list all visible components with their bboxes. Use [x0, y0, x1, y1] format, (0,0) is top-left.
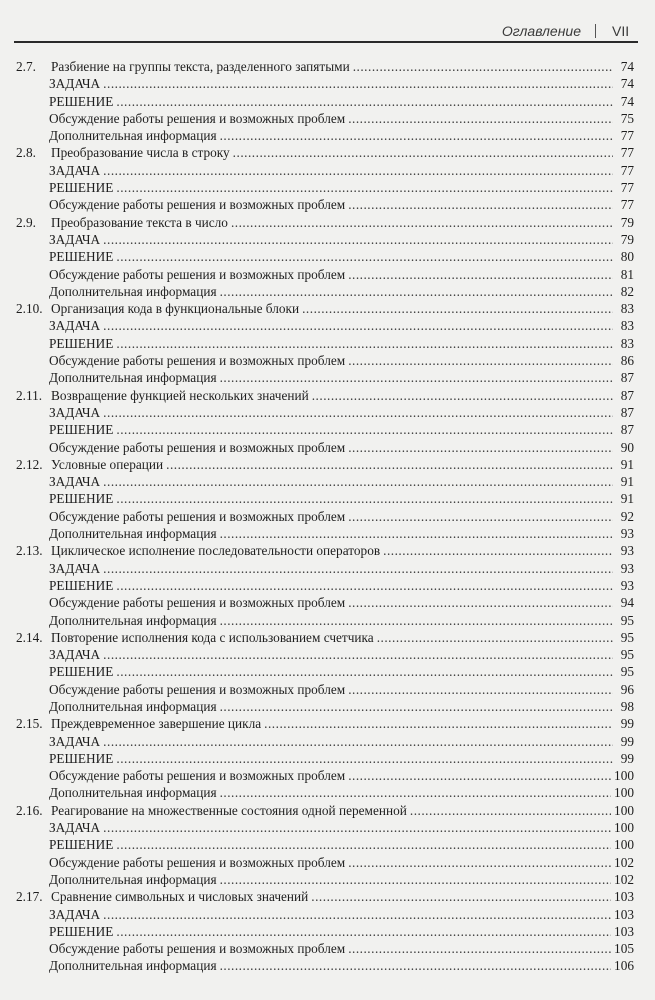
subitem-page: 77 — [620, 180, 634, 196]
section-title: Циклическое исполнение последовательности операторов — [51, 543, 381, 559]
toc-subitem-row[interactable] — [16, 923, 634, 940]
page-header — [0, 0, 655, 46]
subitem-title: РЕШЕНИЕ — [49, 577, 114, 593]
toc-section-row[interactable] — [16, 629, 634, 646]
subitem-title: Дополнительная информация — [49, 698, 217, 714]
toc-subitem-row[interactable] — [16, 162, 634, 179]
toc-subitem-row[interactable] — [16, 767, 634, 784]
dot-leader — [220, 871, 611, 888]
dot-leader — [348, 110, 613, 127]
dot-leader — [103, 819, 611, 836]
toc-subitem-row[interactable] — [16, 179, 634, 196]
subitem-page: 100 — [614, 785, 634, 801]
section-title: Возвращение функцией нескольких значений — [51, 387, 309, 403]
section-page: 103 — [614, 889, 634, 905]
toc-subitem-row[interactable] — [16, 612, 634, 629]
subitem-page: 91 — [620, 491, 634, 507]
subitem-title: РЕШЕНИЕ — [49, 750, 114, 766]
subitem-page: 75 — [620, 110, 634, 126]
toc-section-row[interactable] — [16, 214, 634, 231]
toc-subitem-row[interactable] — [16, 594, 634, 611]
subitem-page: 95 — [620, 664, 634, 680]
subitem-title: Дополнительная информация — [49, 370, 217, 386]
subitem-page: 83 — [620, 318, 634, 334]
subitem-page: 103 — [614, 906, 634, 922]
subitem-page: 93 — [620, 526, 634, 542]
section-title: Условные операции — [51, 456, 164, 472]
toc-subitem-row[interactable] — [16, 906, 634, 923]
subitem-title: РЕШЕНИЕ — [49, 180, 114, 196]
subitem-title: Дополнительная информация — [49, 785, 217, 801]
subitem-title: ЗАДАЧА — [49, 162, 101, 178]
section-page: 95 — [620, 629, 634, 645]
section-number: 2.11. — [16, 387, 43, 403]
section-number: 2.13. — [16, 543, 43, 559]
section-number: 2.17. — [16, 889, 43, 905]
subitem-page: 93 — [620, 577, 634, 593]
section-number: 2.10. — [16, 301, 43, 317]
section-page: 77 — [620, 145, 634, 161]
subitem-page: 77 — [620, 197, 634, 213]
subitem-page: 92 — [620, 508, 634, 524]
dot-leader — [264, 715, 613, 732]
toc-subitem-row[interactable] — [16, 439, 634, 456]
subitem-page: 98 — [620, 698, 634, 714]
subitem-title: Дополнительная информация — [49, 871, 217, 887]
subitem-title: Дополнительная информация — [49, 283, 217, 299]
section-title: Преждевременное завершение цикла — [51, 716, 262, 732]
dot-leader — [377, 629, 613, 646]
section-page: 83 — [620, 301, 634, 317]
subitem-page: 99 — [620, 750, 634, 766]
toc-subitem-row[interactable] — [16, 75, 634, 92]
header-separator — [595, 24, 596, 38]
header-page-number: VII — [612, 23, 630, 39]
subitem-page: 100 — [614, 837, 634, 853]
dot-leader — [348, 266, 613, 283]
subitem-title: Дополнительная информация — [49, 128, 217, 144]
section-title: Организация кода в функциональные блоки — [51, 301, 300, 317]
dot-leader — [116, 577, 613, 594]
subitem-page: 95 — [620, 647, 634, 663]
toc-subitem-row[interactable] — [16, 283, 634, 300]
toc-section-row[interactable] — [16, 542, 634, 559]
subitem-title: ЗАДАЧА — [49, 404, 101, 420]
header-rule — [14, 41, 638, 43]
toc-subitem-row[interactable] — [16, 369, 634, 386]
toc-subitem-row[interactable] — [16, 421, 634, 438]
dot-leader — [220, 283, 613, 300]
subitem-title: Обсуждение работы решения и возможных проблем — [49, 595, 346, 611]
dot-leader — [348, 854, 611, 871]
toc-subitem-row[interactable] — [16, 490, 634, 507]
dot-leader — [103, 906, 611, 923]
subitem-page: 103 — [614, 923, 634, 939]
dot-leader — [116, 179, 613, 196]
dot-leader — [103, 560, 613, 577]
section-number: 2.9. — [16, 214, 36, 230]
subitem-title: Обсуждение работы решения и возможных проблем — [49, 508, 346, 524]
dot-leader — [348, 594, 613, 611]
toc-subitem-row[interactable] — [16, 266, 634, 283]
toc-section-row[interactable] — [16, 802, 634, 819]
section-page: 79 — [620, 214, 634, 230]
subitem-title: Обсуждение работы решения и возможных проблем — [49, 110, 346, 126]
toc-subitem-row[interactable] — [16, 404, 634, 421]
subitem-title: ЗАДАЧА — [49, 318, 101, 334]
subitem-title: Обсуждение работы решения и возможных проблем — [49, 768, 346, 784]
dot-leader — [103, 317, 613, 334]
subitem-page: 87 — [620, 422, 634, 438]
subitem-title: РЕШЕНИЕ — [49, 837, 114, 853]
dot-leader — [116, 93, 613, 110]
toc-subitem-row[interactable] — [16, 681, 634, 698]
section-number: 2.14. — [16, 629, 43, 645]
subitem-page: 99 — [620, 733, 634, 749]
dot-leader — [103, 473, 613, 490]
subitem-page: 77 — [620, 162, 634, 178]
dot-leader — [302, 300, 613, 317]
subitem-title: ЗАДАЧА — [49, 560, 101, 576]
dot-leader — [103, 733, 613, 750]
toc-subitem-row[interactable] — [16, 733, 634, 750]
subitem-title: Обсуждение работы решения и возможных проблем — [49, 439, 346, 455]
toc-subitem-row[interactable] — [16, 335, 634, 352]
toc-subitem-row[interactable] — [16, 784, 634, 801]
toc-subitem-row[interactable] — [16, 819, 634, 836]
subitem-page: 93 — [620, 560, 634, 576]
section-number: 2.15. — [16, 716, 43, 732]
subitem-title: Дополнительная информация — [49, 958, 217, 974]
dot-leader — [312, 387, 613, 404]
subitem-page: 95 — [620, 612, 634, 628]
subitem-title: ЗАДАЧА — [49, 231, 101, 247]
toc-section-row[interactable] — [16, 888, 634, 905]
toc-section-row[interactable] — [16, 300, 634, 317]
dot-leader — [116, 248, 613, 265]
section-page: 93 — [620, 543, 634, 559]
section-title: Преобразование текста в число — [51, 214, 228, 230]
subitem-title: Обсуждение работы решения и возможных проблем — [49, 197, 346, 213]
subitem-page: 102 — [614, 854, 634, 870]
dot-leader — [116, 335, 613, 352]
dot-leader — [348, 439, 613, 456]
dot-leader — [220, 957, 611, 974]
dot-leader — [103, 75, 613, 92]
toc-subitem-row[interactable] — [16, 698, 634, 715]
toc-subitem-row[interactable] — [16, 473, 634, 490]
section-page: 91 — [620, 456, 634, 472]
section-page: 87 — [620, 387, 634, 403]
table-of-contents — [16, 58, 634, 975]
toc-subitem-row[interactable] — [16, 560, 634, 577]
toc-subitem-row[interactable] — [16, 836, 634, 853]
subitem-page: 77 — [620, 128, 634, 144]
header-title: Оглавление — [501, 23, 581, 39]
subitem-page: 80 — [620, 249, 634, 265]
subitem-title: ЗАДАЧА — [49, 733, 101, 749]
subitem-title: ЗАДАЧА — [49, 647, 101, 663]
section-page: 100 — [614, 802, 634, 818]
subitem-page: 86 — [620, 353, 634, 369]
dot-leader — [348, 196, 613, 213]
subitem-title: Обсуждение работы решения и возможных проблем — [49, 266, 346, 282]
section-page: 74 — [620, 59, 634, 74]
subitem-title: РЕШЕНИЕ — [49, 664, 114, 680]
subitem-title: РЕШЕНИЕ — [49, 491, 114, 507]
dot-leader — [231, 214, 613, 231]
toc-section-row[interactable] — [16, 715, 634, 732]
section-title: Разбиение на группы текста, разделенного запятыми — [51, 59, 350, 74]
subitem-page: 90 — [620, 439, 634, 455]
subitem-page: 83 — [620, 335, 634, 351]
subitem-title: Обсуждение работы решения и возможных проблем — [49, 681, 346, 697]
subitem-page: 94 — [620, 595, 634, 611]
subitem-page: 82 — [620, 283, 634, 299]
subitem-title: ЗАДАЧА — [49, 820, 101, 836]
section-title: Преобразование числа в строку — [51, 145, 230, 161]
section-number: 2.7. — [16, 59, 36, 74]
toc-subitem-row[interactable] — [16, 957, 634, 974]
toc-subitem-row[interactable] — [16, 127, 634, 144]
subitem-title: РЕШЕНИЕ — [49, 249, 114, 265]
toc-subitem-row[interactable] — [16, 231, 634, 248]
dot-leader — [348, 940, 611, 957]
dot-leader — [220, 369, 613, 386]
subitem-title: Обсуждение работы решения и возможных проблем — [49, 854, 346, 870]
toc-subitem-row[interactable] — [16, 110, 634, 127]
dot-leader — [311, 888, 611, 905]
subitem-page: 79 — [620, 231, 634, 247]
subitem-page: 74 — [620, 76, 634, 92]
dot-leader — [348, 508, 613, 525]
dot-leader — [383, 542, 613, 559]
toc-subitem-row[interactable] — [16, 196, 634, 213]
toc-subitem-row[interactable] — [16, 940, 634, 957]
subitem-title: ЗАДАЧА — [49, 76, 101, 92]
subitem-title: ЗАДАЧА — [49, 906, 101, 922]
subitem-page: 81 — [620, 266, 634, 282]
dot-leader — [348, 681, 613, 698]
toc-subitem-row[interactable] — [16, 248, 634, 265]
subitem-title: РЕШЕНИЕ — [49, 93, 114, 109]
toc-section-row[interactable] — [16, 58, 634, 75]
subitem-page: 87 — [620, 404, 634, 420]
subitem-page: 87 — [620, 370, 634, 386]
subitem-page: 74 — [620, 93, 634, 109]
toc-subitem-row[interactable] — [16, 854, 634, 871]
subitem-title: РЕШЕНИЕ — [49, 422, 114, 438]
toc-subitem-row[interactable] — [16, 317, 634, 334]
subitem-title: Обсуждение работы решения и возможных проблем — [49, 353, 346, 369]
dot-leader — [348, 767, 611, 784]
subitem-page: 106 — [614, 958, 634, 974]
dot-leader — [116, 923, 611, 940]
dot-leader — [103, 231, 613, 248]
subitem-title: Дополнительная информация — [49, 526, 217, 542]
dot-leader — [116, 836, 611, 853]
section-number: 2.16. — [16, 802, 43, 818]
toc-section-row[interactable] — [16, 387, 634, 404]
toc-subitem-row[interactable] — [16, 646, 634, 663]
dot-leader — [116, 490, 613, 507]
subitem-page: 105 — [614, 941, 634, 957]
subitem-page: 91 — [620, 474, 634, 490]
toc-section-row[interactable] — [16, 144, 634, 161]
subitem-page: 102 — [614, 871, 634, 887]
toc-subitem-row[interactable] — [16, 577, 634, 594]
subitem-page: 100 — [614, 768, 634, 784]
dot-leader — [220, 784, 611, 801]
subitem-title: Дополнительная информация — [49, 612, 217, 628]
toc-subitem-row[interactable] — [16, 93, 634, 110]
dot-leader — [116, 750, 613, 767]
dot-leader — [220, 525, 613, 542]
dot-leader — [348, 352, 613, 369]
dot-leader — [103, 162, 613, 179]
section-title: Реагирование на множественные состояния одной переменной — [51, 802, 407, 818]
subitem-title: РЕШЕНИЕ — [49, 923, 114, 939]
dot-leader — [103, 646, 613, 663]
subitem-title: ЗАДАЧА — [49, 474, 101, 490]
toc-subitem-row[interactable] — [16, 352, 634, 369]
toc-subitem-row[interactable] — [16, 508, 634, 525]
subitem-title: Обсуждение работы решения и возможных проблем — [49, 941, 346, 957]
dot-leader — [166, 456, 613, 473]
subitem-page: 96 — [620, 681, 634, 697]
toc-subitem-row[interactable] — [16, 663, 634, 680]
dot-leader — [220, 612, 613, 629]
dot-leader — [353, 58, 613, 75]
toc-subitem-row[interactable] — [16, 750, 634, 767]
dot-leader — [116, 421, 613, 438]
toc-section-row[interactable] — [16, 456, 634, 473]
dot-leader — [410, 802, 611, 819]
section-number: 2.8. — [16, 145, 36, 161]
section-number: 2.12. — [16, 456, 43, 472]
toc-subitem-row[interactable] — [16, 525, 634, 542]
section-title: Сравнение символьных и числовых значений — [51, 889, 309, 905]
subitem-page: 100 — [614, 820, 634, 836]
toc-subitem-row[interactable] — [16, 871, 634, 888]
section-page: 99 — [620, 716, 634, 732]
dot-leader — [103, 404, 613, 421]
dot-leader — [220, 698, 613, 715]
dot-leader — [233, 144, 613, 161]
dot-leader — [220, 127, 613, 144]
dot-leader — [116, 663, 613, 680]
subitem-title: РЕШЕНИЕ — [49, 335, 114, 351]
section-title: Повторение исполнения кода с использованием счетчика — [51, 629, 374, 645]
